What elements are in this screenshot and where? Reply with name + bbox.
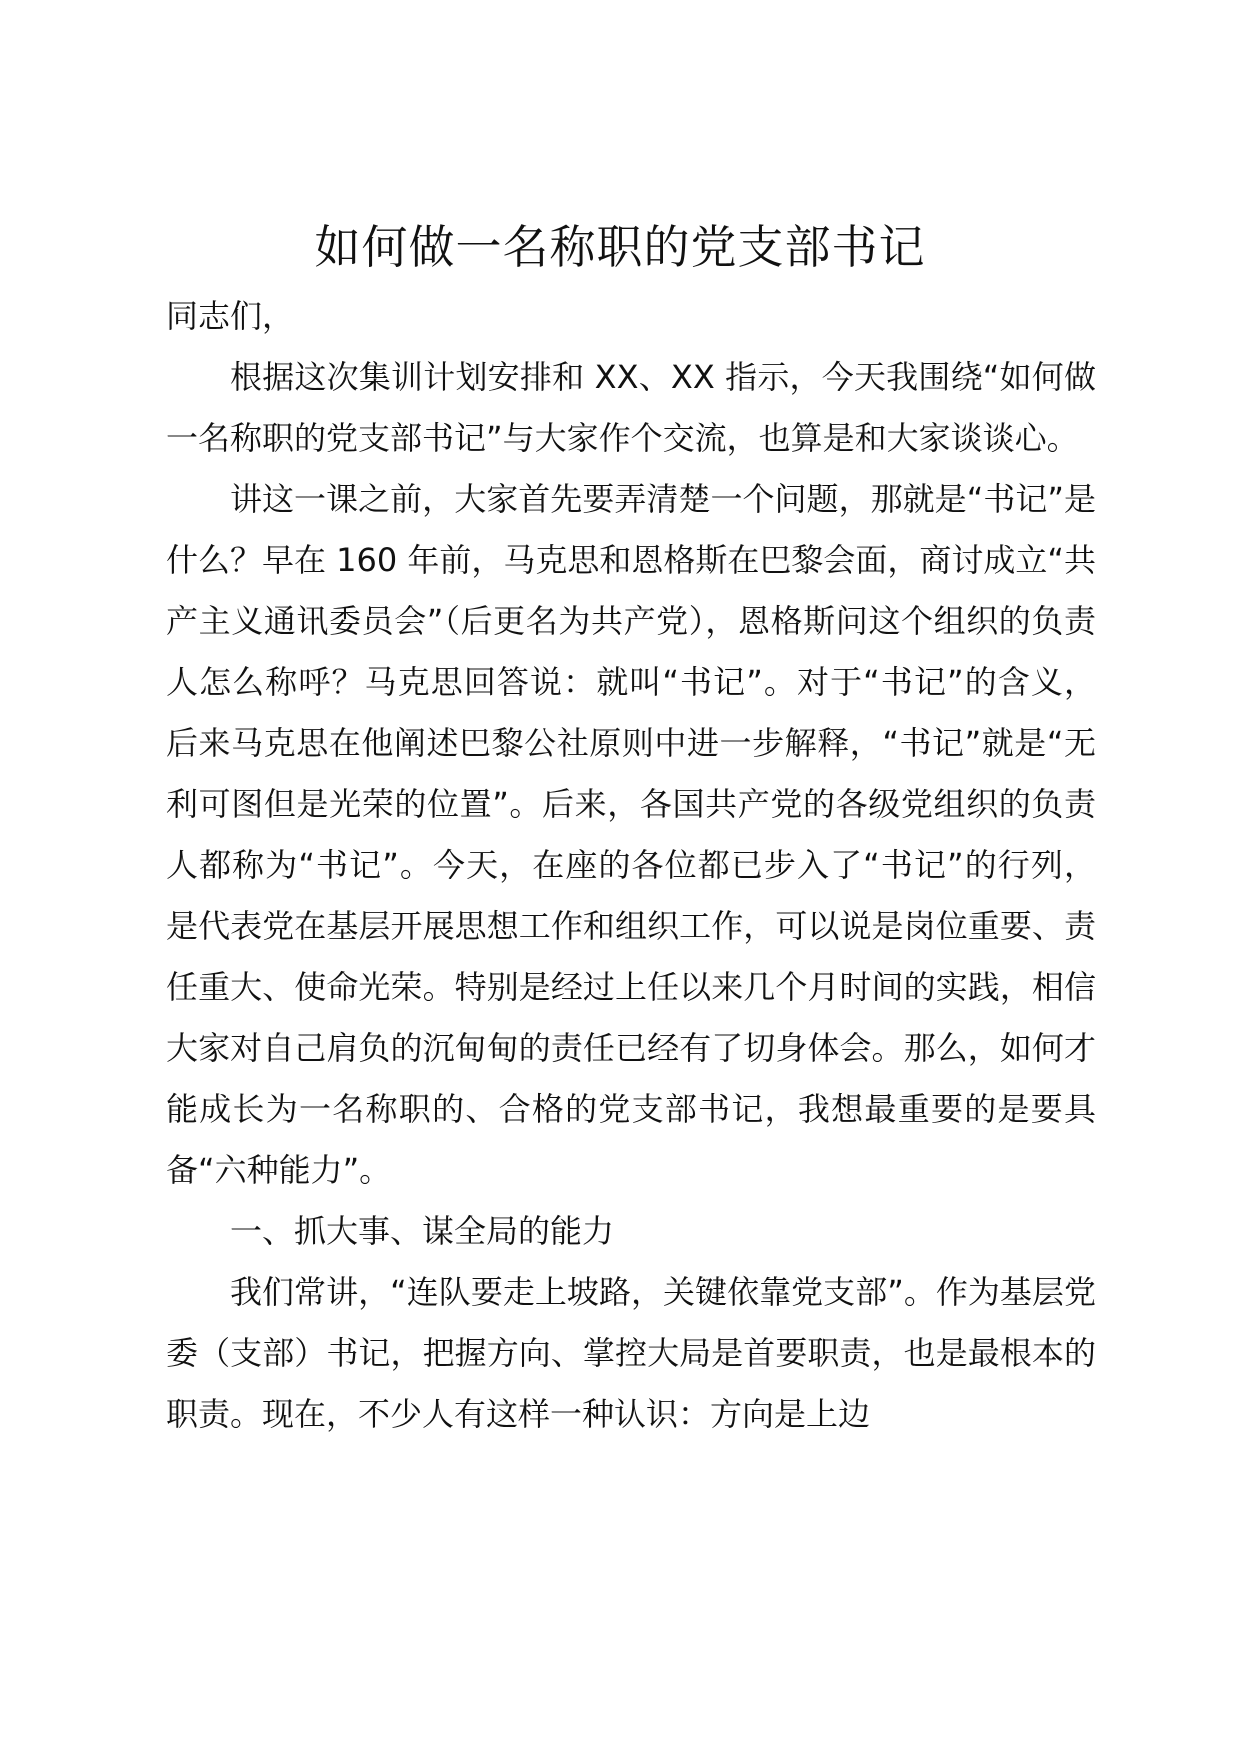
section-heading: 一、抓大事、谋全局的能力 <box>230 1212 615 1250</box>
paragraph-section-one: 我们常讲，“连队要走上坡路，关键依靠党支部”。作为基层党委（支部）书记，把握方向、掌控大局是首要职责，也是最根本的职责。现在，不少人有这样一种认识：方向是上边 <box>166 1273 1096 1433</box>
salutation: 同志们， <box>166 297 295 335</box>
paragraph-secretary-meaning: 讲这一课之前，大家首先要弄清楚一个问题，那就是“书记”是什么？早在 160 年前，马克思和恩格斯在巴黎会面，商讨成立“共产主义通讯委员会”（后更名为共产党），恩格斯问这个组织的负责人怎么称呼？马克思回答说：就叫“书记”。对于“书记”的含义，后来马克思在他阐述巴黎公社原则中进一步解释，“书记”就是“无利可图但是光荣的位置”。后来，各国共产党的各级党组织的负责人都称为“书记”。今天，在座的各位都已步入了“书记”的行列，是代表党在基层开展思想工作和组织工作，可以说是岗位重要、责任重大、使命光荣。特别是经过上任以来几个月时间的实践，相信大家对自己肩负的沉甸甸的责任已经有了切身体会。那么，如何才能成长为一名称职的、合格的党支部书记，我想最重要的是要具备“六种能力”。 <box>166 480 1097 1189</box>
document-body <box>166 286 1096 1445</box>
document-title: 如何做一名称职的党支部书记 <box>314 220 926 274</box>
paragraph-intro: 根据这次集训计划安排和 XX、XX 指示，今天我围绕“如何做一名称职的党支部书记”与大家作个交流，也算是和大家谈谈心。 <box>166 358 1096 457</box>
